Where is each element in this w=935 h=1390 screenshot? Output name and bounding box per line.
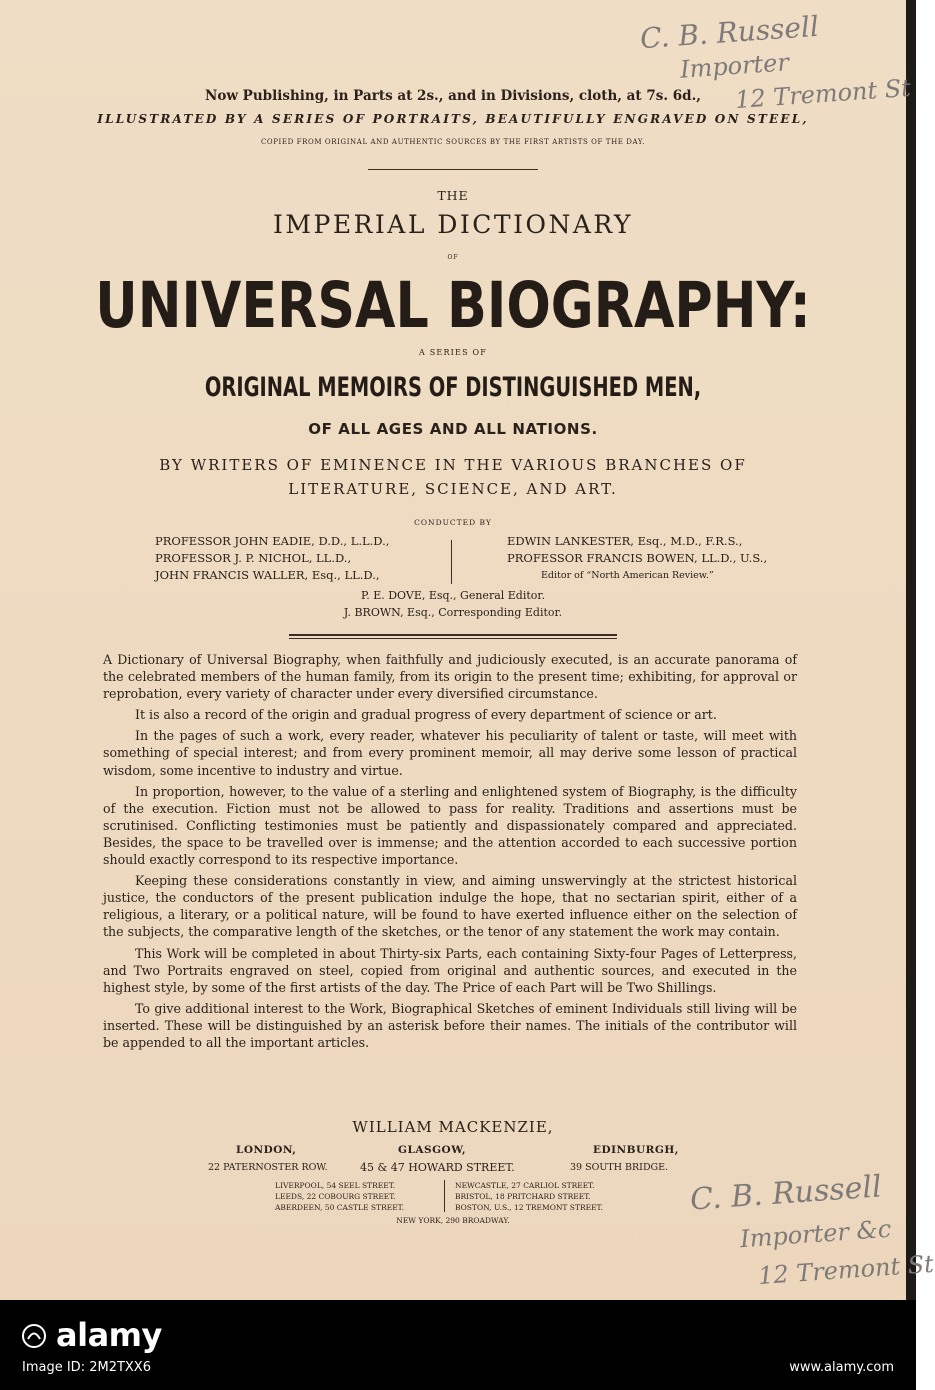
branch-newyork: NEW YORK, 290 BROADWAY. <box>396 1216 510 1225</box>
conductor-right-3: Editor of “North American Review.” <box>541 570 714 581</box>
title-of: OF <box>447 254 459 261</box>
paragraph-5: Keeping these considerations constantly in view, and aiming unswervingly at the strictest historical justice, the conductors of the present publication indulge the hope, that no sectarian spirit, either of a religious, a literary, or a political nature, will be found to have exerted influence either on the selection of the subjects, the comparative length of the sketches, or the tenor of any statement the work may contain. <box>103 873 797 940</box>
title-imperial: IMPERIAL DICTIONARY <box>273 210 633 239</box>
handwriting-bottom-1: C. B. Russell <box>689 1169 883 1218</box>
city-glasgow: GLASGOW, <box>398 1144 467 1156</box>
brand-name: alamy <box>56 1316 162 1354</box>
address-london: 22 PATERNOSTER ROW. <box>208 1162 328 1173</box>
conductors-divider <box>451 540 452 584</box>
address-glasgow: 45 & 47 HOWARD STREET. <box>360 1161 515 1174</box>
conductor-left-2: PROFESSOR J. P. NICHOL, LL.D., <box>155 551 352 565</box>
title-writers-1: BY WRITERS OF EMINENCE IN THE VARIOUS BRANCHES OF <box>159 456 747 474</box>
title-memoirs: ORIGINAL MEMOIRS OF DISTINGUISHED MEN, <box>204 372 702 403</box>
branch-boston: BOSTON, U.S., 12 TREMONT STREET. <box>455 1203 603 1212</box>
title-writers-2: LITERATURE, SCIENCE, AND ART. <box>288 480 618 498</box>
handwriting-bottom-3: 12 Tremont St <box>757 1249 935 1291</box>
conductor-left-3: JOHN FRANCIS WALLER, Esq., LL.D., <box>155 568 380 582</box>
address-edinburgh: 39 SOUTH BRIDGE. <box>570 1162 669 1173</box>
header-rule <box>368 169 538 170</box>
paragraph-2: It is also a record of the origin and gradual progress of every department of science or art. <box>135 707 717 723</box>
illustrated-line: ILLUSTRATED BY A SERIES OF PORTRAITS, BEAUTIFULLY ENGRAVED ON STEEL, <box>97 112 809 126</box>
publisher-name: WILLIAM MACKENZIE, <box>352 1118 554 1136</box>
paragraph-4: In proportion, however, to the value of a sterling and enlightened system of Biography, is the difficulty of the execution. Fiction must not be allowed to pass for reality. Traditions and assertions must be scrutinised. Conflicting testimonies must be patiently and dispassionately compared and appreciated. Besides, the space to be travelled over is immense; and the attention accorded to each successive portion should exactly correspond to its respective importance. <box>103 783 797 868</box>
paragraph-7: To give additional interest to the Work, Biographical Sketches of eminent Individuals still living will be inserted. These will be distinguished by an asterisk before their names. The initials of the contributor will be appended to all the important articles. <box>103 1000 797 1050</box>
handwriting-bottom-2: Importer &c <box>739 1214 893 1254</box>
copied-line: COPIED FROM ORIGINAL AND AUTHENTIC SOURCES BY THE FIRST ARTISTS OF THE DAY. <box>260 138 646 146</box>
conductor-right-1: EDWIN LANKESTER, Esq., M.D., F.R.S., <box>507 534 743 548</box>
branches-divider <box>444 1180 445 1212</box>
handwriting-top-1: C. B. Russell <box>639 9 820 56</box>
title-series: A SERIES OF <box>419 348 487 357</box>
branch-liverpool: LIVERPOOL, 54 SEEL STREET. <box>275 1181 395 1190</box>
publishing-line: Now Publishing, in Parts at 2s., and in Divisions, cloth, at 7s. 6d., <box>205 88 701 104</box>
title-main: UNIVERSAL BIOGRAPHY: <box>95 269 811 342</box>
city-london: LONDON, <box>236 1144 297 1156</box>
handwriting-top-2: Importer <box>679 48 790 84</box>
conductor-left-1: PROFESSOR JOHN EADIE, D.D., L.L.D., <box>155 534 390 548</box>
handwriting-top-3: 12 Tremont St <box>734 73 912 115</box>
title-the: THE <box>437 188 469 203</box>
branch-newcastle: NEWCASTLE, 27 CARLIOL STREET. <box>455 1181 595 1190</box>
title-ages: OF ALL AGES AND ALL NATIONS. <box>308 420 598 438</box>
image-id: Image ID: 2M2TXX6 <box>22 1360 151 1375</box>
branches-right <box>455 1180 603 1213</box>
paragraph-6: This Work will be completed in about Thirty-six Parts, each containing Sixty-four Pages of Letterpress, and Two Portraits engraved on steel, copied from original and authentic sources, and executed in the highest style, by some of the first artists of the day. The Price of each Part will be Two Shillings. <box>103 945 797 995</box>
branches-left <box>275 1180 404 1213</box>
prospectus-body <box>103 651 797 1055</box>
conducted-by: CONDUCTED BY <box>414 518 492 527</box>
general-editor: P. E. DOVE, Esq., General Editor. <box>361 589 545 602</box>
paragraph-3: In the pages of such a work, every reader, whatever his peculiarity of talent or taste, will meet with something of special interest; and from every prominent memoir, all may derive some lesson of practical wisdom, some incentive to industry and virtue. <box>103 728 797 778</box>
city-edinburgh: EDINBURGH, <box>593 1144 679 1156</box>
section-rule-2 <box>289 638 617 639</box>
paragraph-1: A Dictionary of Universal Biography, when faithfully and judiciously executed, is an accurate panorama of the celebrated members of the human family, from its origin to the present time; exhibiting, for approval or reprobation, every variety of character under every diversified circumstance. <box>103 652 797 702</box>
branch-aberdeen: ABERDEEN, 50 CASTLE STREET. <box>275 1203 404 1212</box>
site-url[interactable]: www.alamy.com <box>789 1360 894 1375</box>
branch-bristol: BRISTOL, 18 PRITCHARD STREET. <box>455 1192 591 1201</box>
alamy-logo-icon <box>22 1324 46 1348</box>
conductor-right-2: PROFESSOR FRANCIS BOWEN, LL.D., U.S., <box>507 551 768 565</box>
branch-leeds: LEEDS, 22 COBOURG STREET. <box>275 1192 396 1201</box>
watermark-footer <box>0 1300 916 1390</box>
conductors-left <box>155 533 445 584</box>
conductors-right <box>507 533 807 584</box>
corresponding-editor: J. BROWN, Esq., Corresponding Editor. <box>343 606 563 619</box>
section-rule-1 <box>289 634 617 636</box>
